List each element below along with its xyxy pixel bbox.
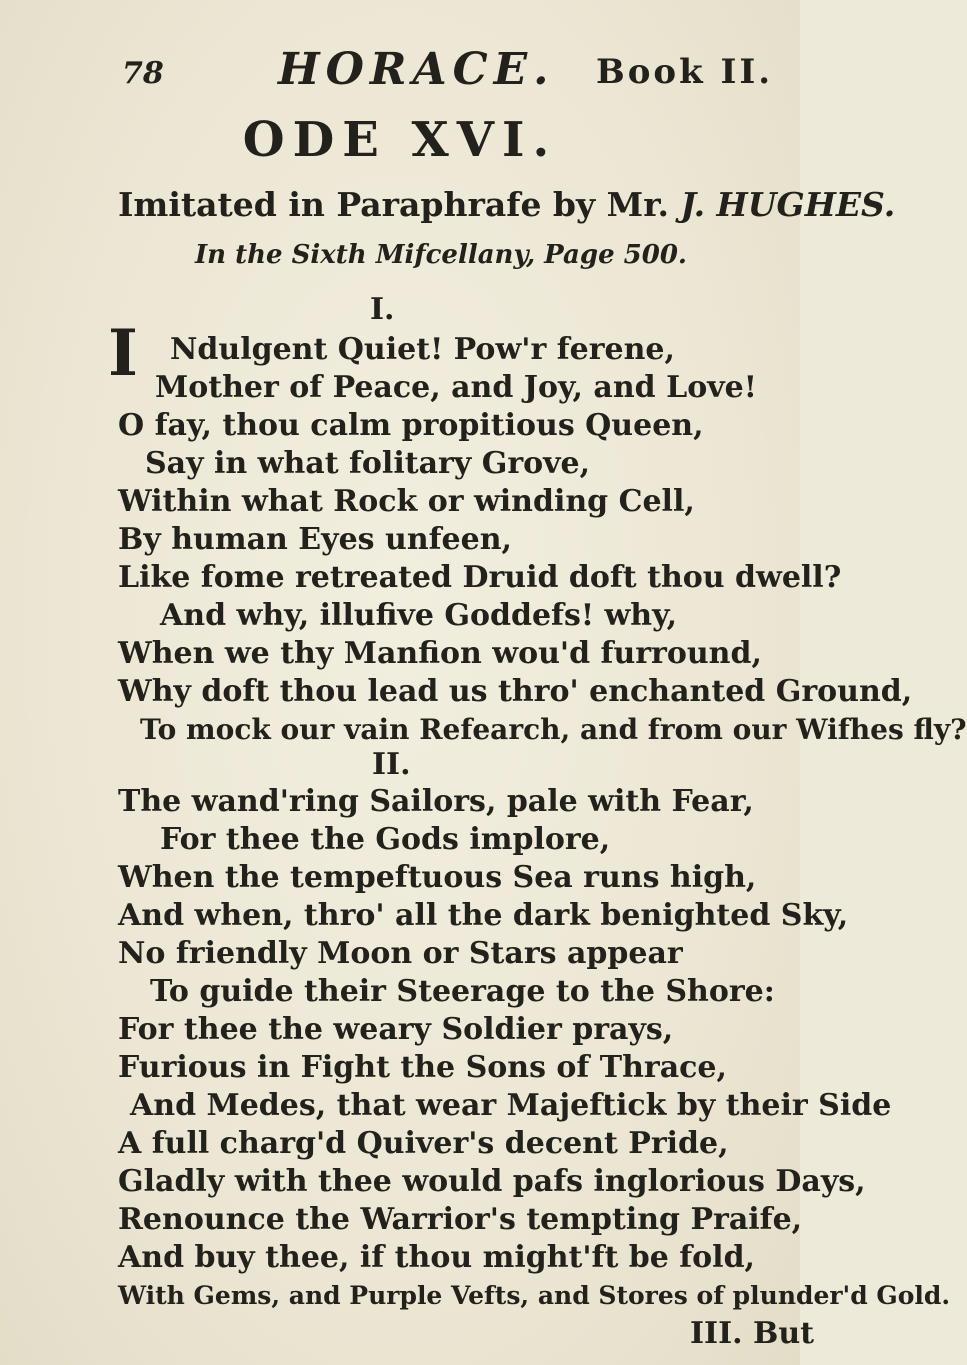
running-head: [0, 38, 800, 98]
catchword: III. But: [690, 1316, 815, 1351]
verse-line: Like fome retreated Druid doft thou dwell?: [118, 560, 842, 595]
verse-line: Gladly with thee would pafs inglorious Days,: [118, 1164, 866, 1199]
verse-line: No friendly Moon or Stars appear: [118, 936, 683, 971]
source-note: In the Sixth Mifcellany, Page 500.: [195, 240, 687, 270]
verse-line: When we thy Manfion wou'd furround,: [118, 636, 762, 671]
verse-line: And why, illufive Goddefs! why,: [160, 598, 678, 633]
stanza-number-2: II.: [372, 747, 411, 782]
verse-line: Ndulgent Quiet! Pow'r ferene,: [170, 332, 675, 367]
verse-line: For thee the Gods implore,: [160, 822, 611, 857]
verse-line: O fay, thou calm propitious Queen,: [118, 408, 704, 443]
verse-line: To guide their Steerage to the Shore:: [150, 974, 775, 1009]
verse-line: Within what Rock or winding Cell,: [118, 484, 695, 519]
verse-line: Renounce the Warrior's tempting Praife,: [118, 1202, 803, 1237]
verse-line: When the tempeftuous Sea runs high,: [118, 860, 757, 895]
verse-line: Say in what folitary Grove,: [145, 446, 591, 481]
verse-line: And buy thee, if thou might'ft be fold,: [118, 1240, 756, 1275]
stanza-number-1: I.: [370, 292, 395, 327]
verse-line: Why doft thou lead us thro' enchanted Ground,: [118, 674, 913, 709]
attribution: [118, 185, 895, 224]
verse-line: By human Eyes unfeen,: [118, 522, 512, 557]
verse-line: The wand'ring Sailors, pale with Fear,: [118, 784, 754, 819]
drop-cap: I: [108, 316, 138, 391]
verse-line: Furious in Fight the Sons of Thrace,: [118, 1050, 727, 1085]
running-title: HORACE.: [278, 44, 555, 95]
verse-line: For thee the weary Soldier prays,: [118, 1012, 674, 1047]
verse-line: And when, thro' all the dark benighted Sky,: [118, 898, 849, 933]
attribution-author: J. HUGHES.: [680, 185, 896, 224]
verse-line: To mock our vain Refearch, and from our Wifhes fly?: [140, 713, 967, 746]
verse-line: With Gems, and Purple Vefts, and Stores of plunder'd Gold.: [118, 1281, 951, 1310]
ode-title: ODE XVI.: [242, 112, 558, 168]
page-number: 78: [122, 56, 164, 91]
attribution-prefix: Imitated in Paraphrafe by Mr.: [118, 185, 681, 224]
verse-line: A full charg'd Quiver's decent Pride,: [118, 1126, 729, 1161]
book-label: Book II.: [596, 52, 774, 92]
verse-line: Mother of Peace, and Joy, and Love!: [155, 370, 757, 405]
verse-line: And Medes, that wear Majeftick by their Side: [130, 1088, 892, 1123]
